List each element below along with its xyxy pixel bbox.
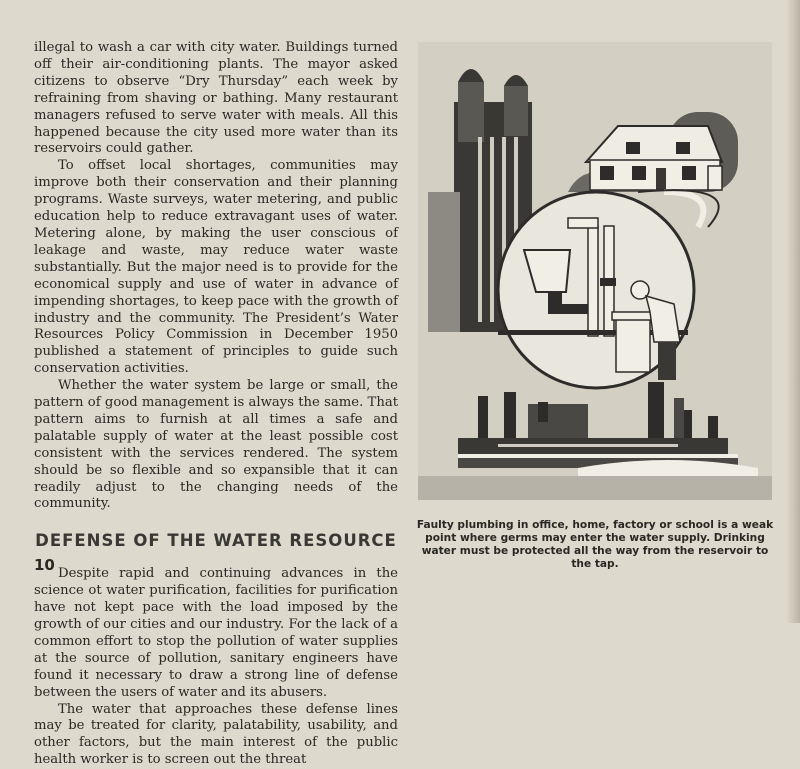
paragraph-2: To offset local shortages, communities may improve both their conservation and their planning programs. Waste surveys, water metering, and public education help to reduce extravagant uses of water. Metering alone, by making the user conscious of leakage and waste, may reduce water waste substantially. But the major need is to provide for the economical supply and use of water in advance of impending shortages, to keep pace with the growth of industry and the community. The President’s Water Resources Policy Commission in December 1950 published a statement of principles to guide such conservation activities. (34, 158, 398, 377)
paragraph-5: The water that approaches these defense lines may be treated for clarity, palatability, usability, and other factors, but the main interest of the public health worker is to screen out the threat (34, 701, 398, 768)
page-edge-shadow (786, 0, 800, 623)
figure-caption: Faulty plumbing in office, home, factory or school is a weak point where germs may enter the water supply. Drinking water must be protected all the way from the reservoir to the tap. (416, 519, 774, 570)
body-text-column (34, 40, 398, 769)
paragraph-1: illegal to wash a car with city water. Buildings turned off their air-conditioning plants. The mayor asked citizens to observe “Dry Thursday” each week by refraining from shaving or bathing. Many restaurant managers refused to serve water with meals. All this happened because the city used more water than its reservoirs could gather. (34, 40, 398, 157)
paragraph-3: Whether the water system be large or small, the pattern of good management is always the same. That pattern aims to furnish at all times a safe and palatable supply of water at the least possible cost consistent with the services rendered. The system should be so flexible and so expansible that it can readily adjust to the changing needs of the community. (34, 378, 398, 512)
section-heading: DEFENSE OF THE WATER RESOURCE (35, 531, 397, 551)
illustration-svg (418, 42, 772, 500)
plumbing-illustration (418, 42, 772, 500)
page-number: 10 (34, 556, 55, 574)
paragraph-4: Despite rapid and continuing advances in the science ot water purification, facilities for purification have not kept pace with the load imposed by the growth of our cities and our industry. For the lack of a common effort to stop the pollution of water supplies at the source of pollution, sanitary engineers have found it necessary to draw a strong line of defense between the users of water and its abusers. (34, 566, 398, 700)
